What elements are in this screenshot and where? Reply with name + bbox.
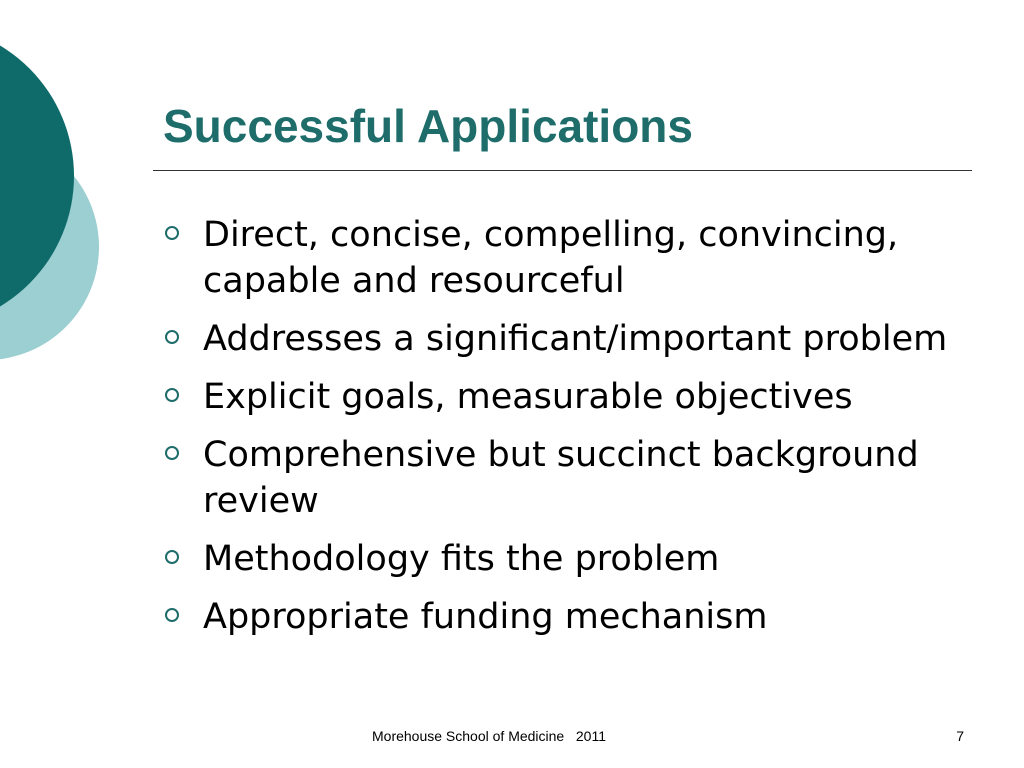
- bullet-text: Comprehensive but succinct background review: [203, 435, 919, 521]
- bullet-text: Direct, concise, compelling, convincing, capable and resourceful: [203, 215, 899, 301]
- page-number: 7: [956, 728, 964, 744]
- circle-bullet-icon: [165, 388, 179, 402]
- footer-text: Morehouse School of Medicine 2011: [372, 728, 606, 744]
- circle-bullet-icon: [165, 550, 179, 564]
- bullet-item: [163, 536, 963, 582]
- circle-bullet-icon: [165, 330, 179, 344]
- bullet-text: Appropriate funding mechanism: [203, 597, 768, 637]
- circle-bullet-icon: [165, 446, 179, 460]
- slide-title: Successful Applications: [163, 100, 693, 152]
- bullet-text: Methodology fits the problem: [203, 539, 720, 579]
- circle-bullet-icon: [165, 226, 179, 240]
- bullet-text: Explicit goals, measurable objectives: [203, 377, 853, 417]
- title-divider: [153, 170, 972, 171]
- circle-bullet-icon: [165, 608, 179, 622]
- bullet-item: [163, 374, 963, 420]
- decorative-circles: [0, 0, 110, 410]
- bullet-item: [163, 432, 963, 524]
- bullet-item: [163, 594, 963, 640]
- bullet-item: [163, 316, 963, 362]
- bullet-item: [163, 212, 963, 304]
- bullet-text: Addresses a significant/important problem: [203, 319, 948, 359]
- bullet-list: [163, 212, 963, 652]
